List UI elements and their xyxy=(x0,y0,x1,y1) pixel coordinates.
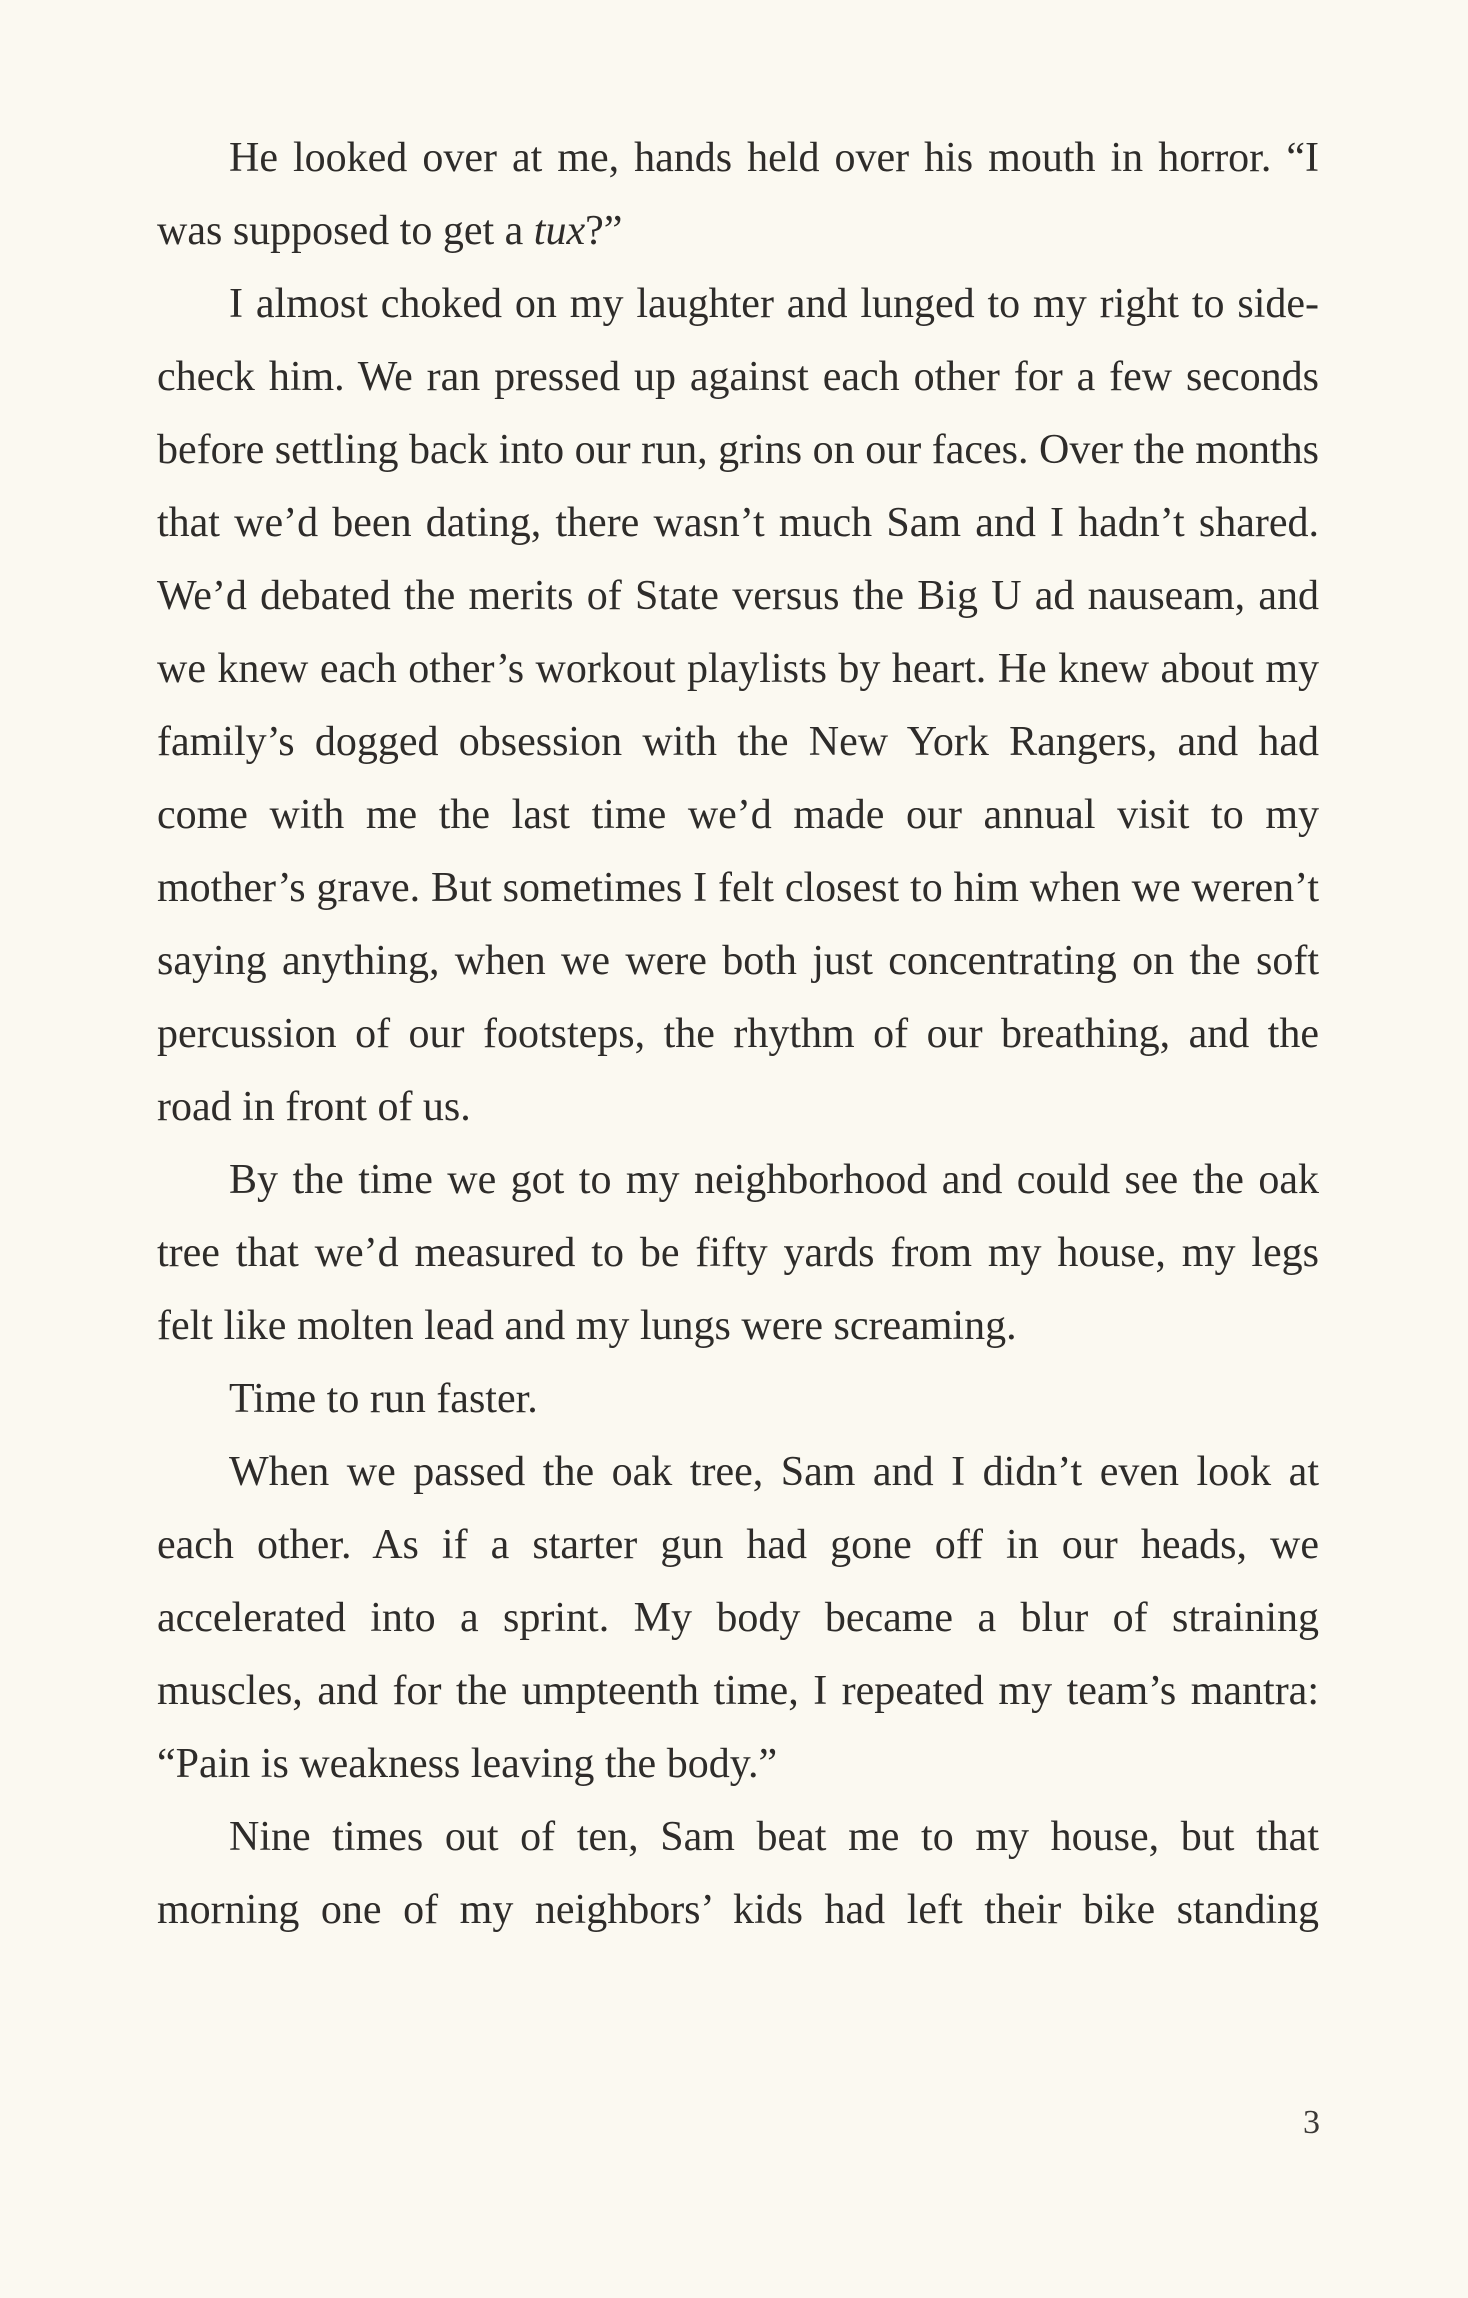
paragraph-6: Nine times out of ten, Sam beat me to my house, but that morning one of my neighbors’ kids had left their bike standing xyxy=(157,1814,1319,1933)
page-number: 3 xyxy=(1303,2104,1320,2141)
paragraph-5: When we passed the oak tree, Sam and I didn’t even look at each other. As if a starter gun had gone off in our heads, we accelerated into a sprint. My body became a blur of straining muscles, and for the umpteenth time, I repeated my team’s mantra: “Pain is weakness leaving the body.” xyxy=(157,1449,1319,1787)
paragraph-1-emphasis: tux xyxy=(533,208,586,254)
paragraph-3: By the time we got to my neighborhood and could see the oak tree that we’d measured to be fifty yards from my house, my legs felt like molten lead and my lungs were screaming. xyxy=(157,1157,1319,1349)
body-text xyxy=(157,122,1319,1947)
paragraph-1-text-before: He looked over at me, hands held over his mouth in horror. “I was supposed to get a xyxy=(157,135,1319,254)
paragraph-1 xyxy=(157,122,1319,268)
paragraph-2: I almost choked on my laughter and lunged to my right to side-check him. We ran pressed up against each other for a few seconds before settling back into our run, grins on our faces. Over the months that we’d been dating, there wasn’t much Sam and I hadn’t shared. We’d debated the merits of State versus the Big U ad nauseam, and we knew each other’s workout playlists by heart. He knew about my family’s dogged obsession with the New York Rangers, and had come with me the last time we’d made our annual visit to my mother’s grave. But sometimes I felt closest to him when we weren’t saying anything, when we were both just concentrating on the soft percussion of our footsteps, the rhythm of our breathing, and the road in front of us. xyxy=(157,281,1319,1130)
paragraph-1-text-after: ?” xyxy=(585,208,623,254)
paragraph-4: Time to run faster. xyxy=(229,1376,538,1422)
